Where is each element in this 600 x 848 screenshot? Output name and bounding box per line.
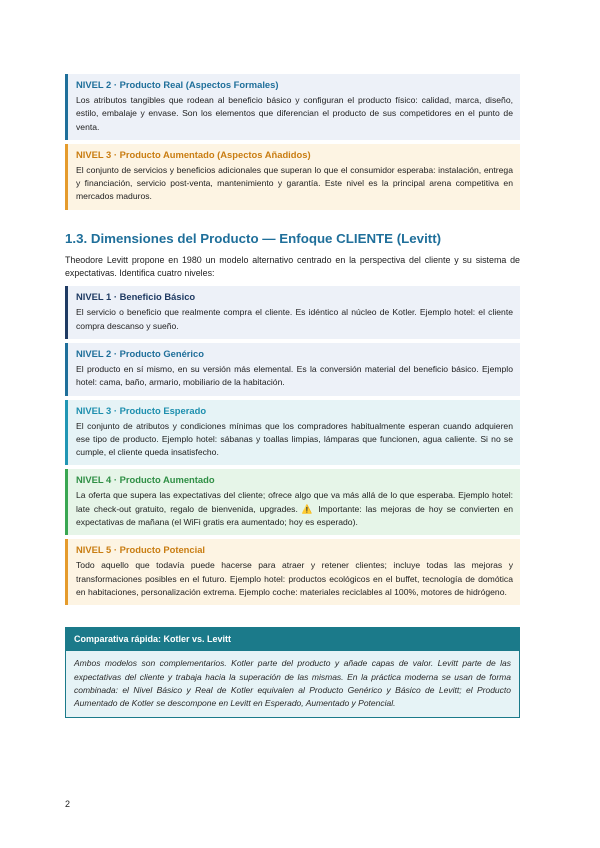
box-body: El producto en sí mismo, en su versión más elemental. Es la conversión material del beneficio básico. Ejemplo hotel: cama, baño, armario, mobiliario de la habitación. — [76, 363, 513, 388]
kotler-level-3-box — [65, 144, 520, 210]
box-title: NIVEL 3 · Producto Aumentado (Aspectos Añadidos) — [76, 148, 311, 160]
levitt-level-3-box — [65, 400, 520, 466]
section-intro: Theodore Levitt propone en 1980 un modelo alternativo centrado en la perspectiva del cliente y su sistema de expectativas. Identifica cuatro niveles: — [65, 254, 520, 279]
box-body: El servicio o beneficio que realmente compra el cliente. Es idéntico al núcleo de Kotler. Ejemplo hotel: el cliente compra descanso y sueño. — [76, 307, 513, 331]
section-heading: 1.3. Dimensiones del Producto — Enfoque CLIENTE (Levitt) — [65, 230, 442, 246]
box-body-note: Importante: las mejoras de hoy se convierten en expectativas de mañana (el WiFi gratis era aumentado; hoy es esperado). — [76, 503, 513, 528]
document-page — [65, 74, 520, 718]
box-body-text: La oferta que supera las expectativas del cliente; ofrece algo que va más allá de lo que esperaba. Ejemplo hotel: late check-out gratuito, regalo de bienvenida, upgrades. — [76, 490, 513, 514]
box-title: NIVEL 3 · Producto Esperado — [76, 404, 207, 416]
box-title: NIVEL 2 · Producto Real (Aspectos Formales) — [76, 79, 279, 90]
page-number: 2 — [65, 799, 71, 809]
box-body — [76, 489, 513, 529]
levitt-level-4-box — [65, 469, 520, 535]
box-body: Los atributos tangibles que rodean al beneficio básico y configuran el producto físico: calidad, marca, diseño, estilo, embalaje y envase. Son los elementos que diferencian el producto de sus competidores en el punto de venta. — [76, 95, 513, 132]
box-body: Todo aquello que todavía puede hacerse para atraer y retener clientes; incluye todas las mejoras y transformaciones posibles en el futuro. Ejemplo hotel: productos ecológicos en el buffet, tecnología de domótica en habitaciones, personalización extrema. Ejemplo coche: materiales reciclables al 100%, motores de hidrógeno. — [76, 560, 513, 597]
box-title: NIVEL 2 · Producto Genérico — [76, 347, 204, 359]
box-title: NIVEL 1 · Beneficio Básico — [76, 291, 196, 303]
comparison-text: Ambos modelos son complementarios. Kotler parte del producto y añade capas de valor. Levitt parte de las expectativas del cliente y trabaja hacia la superación de las mismas. En la práctica moderna se usan de forma combinada: el Nivel Básico y Real de Kotler equivalen al Producto Genérico y Básico de Levitt; el Producto Aumentado de Kotler se descompone en Levitt en Esperado, Aumentado y Potencial. — [66, 651, 519, 717]
comparison-heading: Comparativa rápida: Kotler vs. Levitt — [66, 628, 519, 651]
box-title: NIVEL 5 · Producto Potencial — [76, 544, 206, 556]
levitt-level-2-box — [65, 343, 520, 396]
levitt-level-5-box — [65, 539, 520, 605]
comparison-callout — [65, 627, 520, 718]
box-title: NIVEL 4 · Producto Aumentado — [76, 474, 215, 486]
kotler-level-2-box — [65, 74, 520, 140]
box-body: El conjunto de atributos y condiciones mínimas que los compradores habitualmente esperan cuando adquieren ese tipo de producto. Ejemplo hotel: sábanas y toallas limpias, lámparas que funcionen, agua caliente. Si no se cumple, el cliente queda insatisfecho. — [76, 420, 513, 458]
warning-icon: ⚠️ — [301, 503, 315, 514]
levitt-level-1-box — [65, 286, 520, 339]
box-body: El conjunto de servicios y beneficios adicionales que superan lo que el consumidor esperaba: instalación, entrega y financiación, servicio post-venta, mantenimiento y garantía. Este nivel es la principal arena competitiva en mercados maduros. — [76, 164, 513, 202]
